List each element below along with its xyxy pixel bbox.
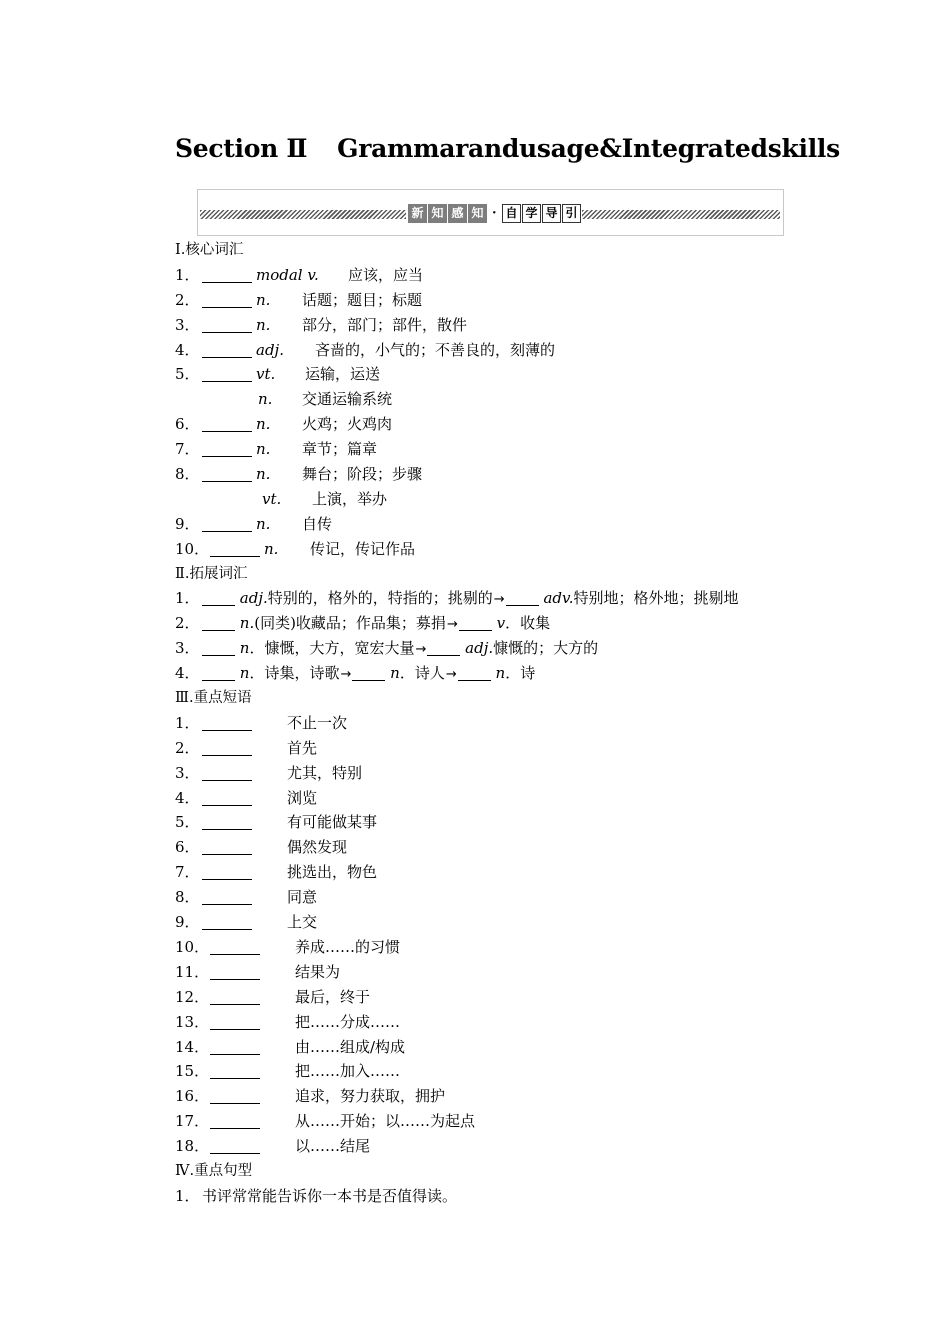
phrase-item: 1． 不止一次 [175,713,348,732]
section-heading-key-phrases: Ⅲ.重点短语 [175,690,252,707]
vocab-item: 2． n. 话题；题目；标题 [175,290,423,309]
section-heading-key-sentences: Ⅳ.重点句型 [175,1162,253,1179]
answer-blank[interactable] [202,839,252,855]
worksheet-content [175,238,795,1209]
answer-blank[interactable] [202,864,252,880]
phrase-item: 5． 有可能做某事 [175,813,378,832]
banner-char: 引 [562,204,581,223]
extended-vocab-item: 3． n．慷慨，大方，宽宏大量→ adj.慷慨的；大方的 [175,639,599,658]
banner-char: 知 [468,204,487,223]
answer-blank[interactable] [210,1088,260,1104]
phrase-item: 14． 由……组成/构成 [175,1037,406,1056]
vocab-item: 1． modal v. 应该，应当 [175,265,424,284]
sentence-item: 1． 书评常常能告诉你一本书是否值得读。 [175,1186,458,1205]
phrase-item: 2． 首先 [175,738,318,757]
answer-blank[interactable] [202,416,252,432]
answer-blank[interactable] [202,292,252,308]
phrase-item: 8． 同意 [175,888,318,907]
section-banner [197,189,784,236]
answer-blank[interactable] [202,790,252,806]
vocab-item: n. 交通运输系统 [258,390,393,409]
title-section: Section Ⅱ [175,134,308,163]
banner-char: 知 [428,204,447,223]
answer-blank[interactable] [210,541,260,557]
answer-blank[interactable] [459,615,492,631]
phrase-item: 13． 把……分成…… [175,1012,401,1031]
phrase-item: 4． 浏览 [175,788,318,807]
phrase-item: 15． 把……加入…… [175,1062,401,1081]
answer-blank[interactable] [202,317,252,333]
answer-blank[interactable] [210,939,260,955]
banner-char: 感 [448,204,467,223]
answer-blank[interactable] [506,590,539,606]
vocab-item: 7． n. 章节；篇章 [175,440,378,459]
answer-blank[interactable] [202,366,252,382]
phrase-item: 7． 挑选出，物色 [175,863,378,882]
answer-blank[interactable] [210,1138,260,1154]
answer-blank[interactable] [210,964,260,980]
vocab-item: 9． n. 自传 [175,514,333,533]
answer-blank[interactable] [202,715,252,731]
answer-blank[interactable] [210,1113,260,1129]
answer-blank[interactable] [202,740,252,756]
banner-label-group-2 [502,204,581,223]
phrase-item: 17． 从……开始；以……为起点 [175,1112,476,1131]
extended-vocab-item: 1． adj.特别的，格外的，特指的；挑剔的→ adv.特别地；格外地；挑剔地 [175,589,739,608]
vocab-item: 6． n. 火鸡；火鸡肉 [175,415,393,434]
phrase-item: 11． 结果为 [175,962,341,981]
banner-char: 导 [542,204,561,223]
answer-blank[interactable] [210,1014,260,1030]
answer-blank[interactable] [210,1063,260,1079]
banner-stripe-right [582,210,780,219]
answer-blank[interactable] [202,342,252,358]
vocab-item: vt. 上演，举办 [262,489,388,508]
answer-blank[interactable] [210,1039,260,1055]
answer-blank[interactable] [202,466,252,482]
section-heading-core-vocab: Ⅰ.核心词汇 [175,242,244,258]
answer-blank[interactable] [210,989,260,1005]
phrase-item: 18． 以……结尾 [175,1137,371,1156]
page-title [175,134,840,163]
banner-char: 新 [408,204,427,223]
answer-blank[interactable] [202,765,252,781]
answer-blank[interactable] [202,914,252,930]
banner-label-group-1 [408,204,487,223]
answer-blank[interactable] [202,665,235,681]
banner-char: 学 [522,204,541,223]
phrase-item: 16． 追求，努力获取，拥护 [175,1087,446,1106]
banner-stripe-left [200,210,406,219]
phrase-item: 9． 上交 [175,913,318,932]
vocab-item: 10． n. 传记，传记作品 [175,539,416,558]
vocab-item: 8． n. 舞台；阶段；步骤 [175,465,423,484]
title-topic: Grammarandusage&Integratedskills [337,134,840,163]
extended-vocab-item: 4． n．诗集，诗歌→ n．诗人→ n．诗 [175,664,536,683]
answer-blank[interactable] [458,665,491,681]
vocab-item: 5． vt. 运输，运送 [175,365,381,384]
phrase-item: 3． 尤其，特别 [175,763,363,782]
phrase-item: 6． 偶然发现 [175,838,348,857]
answer-blank[interactable] [427,640,460,656]
answer-blank[interactable] [352,665,385,681]
section-heading-extended-vocab: Ⅱ.拓展词汇 [175,565,248,582]
answer-blank[interactable] [202,615,235,631]
answer-blank[interactable] [202,441,252,457]
banner-dot: · [492,206,497,221]
vocab-item: 3． n. 部分，部门；部件，散件 [175,315,468,334]
phrase-item: 12． 最后，终于 [175,987,371,1006]
answer-blank[interactable] [202,267,252,283]
answer-blank[interactable] [202,516,252,532]
phrase-item: 10． 养成……的习惯 [175,937,401,956]
answer-blank[interactable] [202,814,252,830]
answer-blank[interactable] [202,640,235,656]
banner-char: 自 [502,204,521,223]
extended-vocab-item: 2． n.(同类)收藏品；作品集；募捐→ v．收集 [175,614,551,633]
answer-blank[interactable] [202,889,252,905]
answer-blank[interactable] [202,590,235,606]
vocab-item: 4． adj. 吝啬的，小气的；不善良的，刻薄的 [175,340,556,359]
